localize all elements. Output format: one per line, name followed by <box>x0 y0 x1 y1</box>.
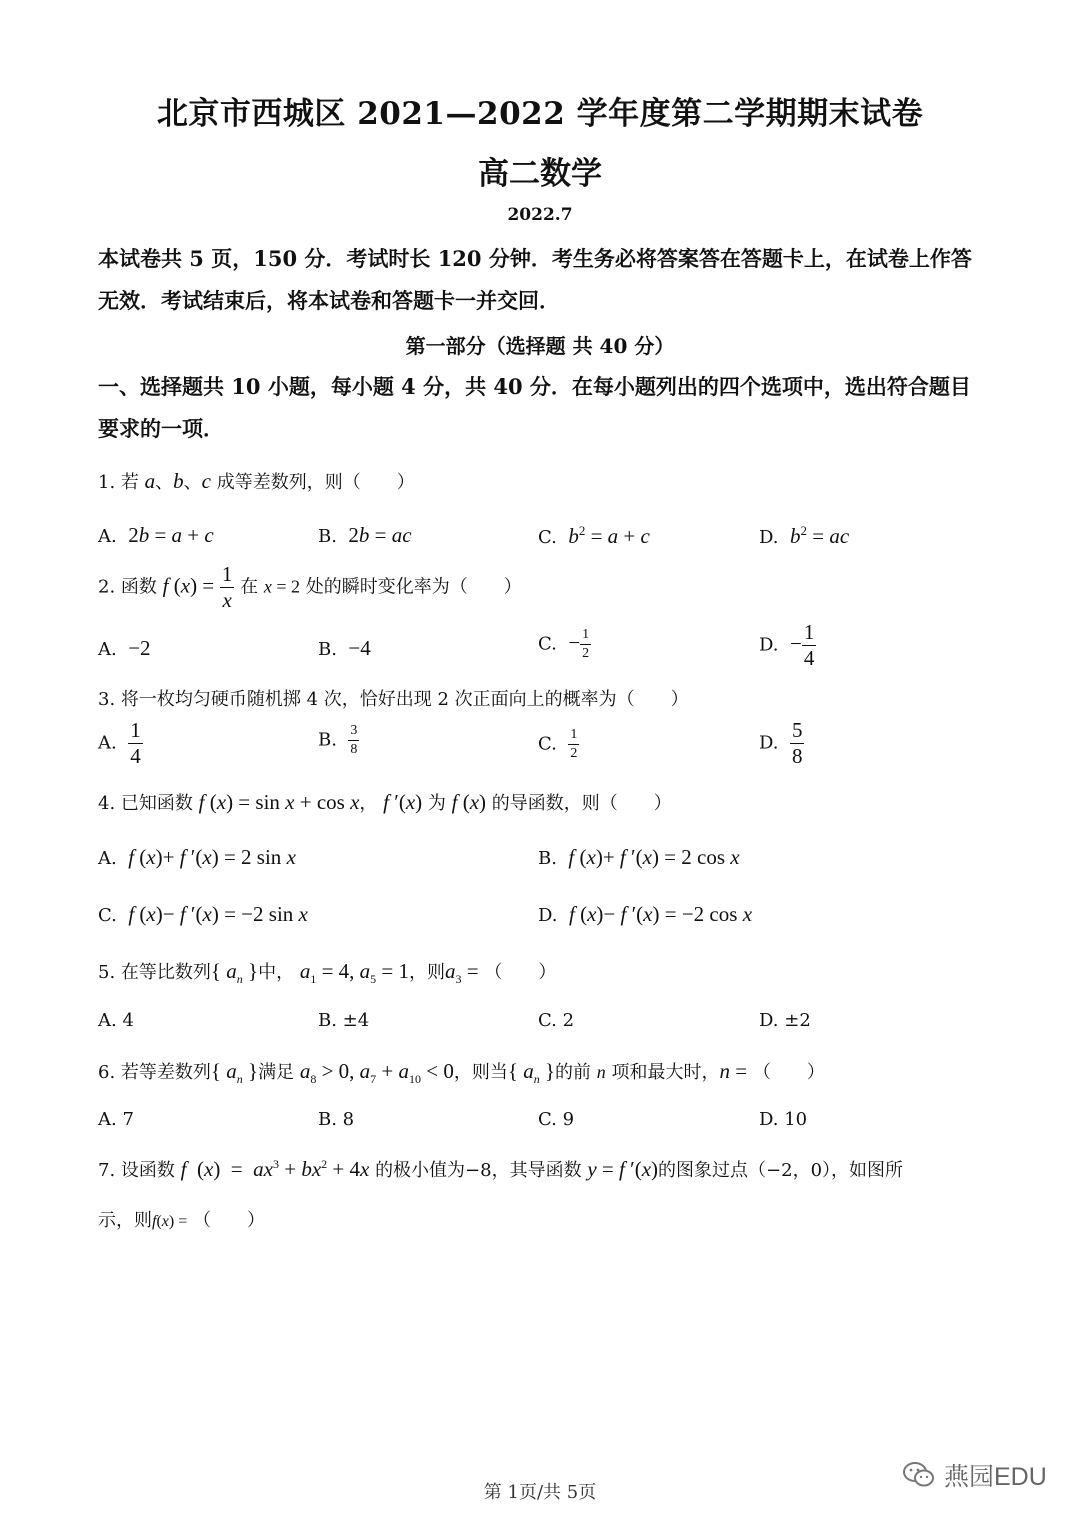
wechat-icon <box>902 1460 936 1490</box>
section-heading: 一、选择题共 10 小题，每小题 4 分，共 40 分．在每小题列出的四个选项中，选出符合题目要求的一项． <box>98 374 971 441</box>
question-6-option-d: D. 10 <box>759 1109 808 1130</box>
question-4-option-b: B. f (x)+ f ′(x) = 2 cos x <box>538 845 740 869</box>
question-5-option-b: B. ±4 <box>318 1010 370 1031</box>
watermark <box>902 1457 1047 1493</box>
watermark-text: 燕园EDU <box>944 1463 1047 1491</box>
question-1-option-b: B. 2b = ac <box>318 523 412 547</box>
question-3-option-c: C. $\frac{1}{2}$ <box>538 727 578 761</box>
question-3: 3. 将一枚均匀硬币随机掷 4 次，恰好出现 2 次正面向上的概率为（ ） <box>98 689 689 710</box>
part-heading: 第一部分（选择题 共 40 分） <box>405 334 675 358</box>
question-3-option-d: D. $\frac{5}{8}$ <box>759 718 803 768</box>
question-4-option-c: C. f (x)− f ′(x) = −2 sin x <box>98 902 308 926</box>
question-6-option-a: A. 7 <box>98 1109 134 1130</box>
question-5-option-c: C. 2 <box>538 1010 575 1031</box>
question-2-option-d: D. − $\frac{1}{4}$ <box>759 620 815 670</box>
question-5-option-a: A. 4 <box>98 1010 134 1031</box>
question-2-option-c: C. − $\frac{1}{2}$ <box>538 627 590 661</box>
exam-title: 北京市西城区 2021—2022 学年度第二学期期末试卷 <box>156 96 924 132</box>
page-footer: 第 1页/共 5页 <box>483 1482 597 1503</box>
question-5: 5. 在等比数列{ $a_n$ }中， $a_1 = 4$, $a_5 = 1$，则$a_3$ = （ ） <box>98 959 557 987</box>
question-4-option-a: A. f (x)+ f ′(x) = 2 sin x <box>98 845 296 869</box>
question-2: 2. 函数 f (x) = $\frac{1}{x}$ 在 x = 2 处的瞬时变化率为（ ） <box>98 562 522 612</box>
question-1-option-c: C. $b^2 = a + c$ <box>538 523 650 548</box>
question-1: 1. 若 a、b、c 成等差数列，则（ ） <box>98 469 415 493</box>
question-6-option-b: B. 8 <box>318 1109 355 1130</box>
question-6-option-c: C. 9 <box>538 1109 575 1130</box>
exam-date: 2022.7 <box>507 205 573 225</box>
question-5-option-d: D. ±2 <box>759 1010 811 1031</box>
question-4: 4. 已知函数 f (x) = sin x + cos x， f ′(x) 为 f (x) 的导函数，则（ ） <box>98 790 672 814</box>
question-7-line-2: 示，则f(x) = （ ） <box>98 1210 265 1231</box>
question-3-option-b: B. $\frac{3}{8}$ <box>318 723 358 757</box>
question-2-option-a: A. −2 <box>98 636 151 660</box>
question-2-option-b: B. −4 <box>318 636 371 660</box>
question-6: 6. 若等差数列{ $a_n$ }满足 $a_8 > 0$, $a_7 + a_{10} < 0$，则当{ $a_n$ }的前 n 项和最大时，n = （ ） <box>98 1059 825 1087</box>
question-3-option-a: A. $\frac{1}{4}$ <box>98 718 141 768</box>
question-1-option-d: D. $b^2$ = ac <box>759 523 850 548</box>
question-1-option-a: A. 2b = a + c <box>98 523 214 547</box>
question-4-option-d: D. f (x)− f ′(x) = −2 cos x <box>538 902 753 926</box>
question-7: 7. 设函数 f $(x) = ax^3 + bx^2 + 4x$ 的极小值为−8，其导函数 y = f ′(x)的图象过点（−2，0），如图所 <box>98 1157 904 1181</box>
exam-subject: 高二数学 <box>478 156 602 192</box>
exam-instructions: 本试卷共 5 页，150 分．考试时长 120 分钟．考生务必将答案答在答题卡上，在试卷上作答无效．考试结束后，将本试卷和答题卡一并交回． <box>98 246 972 313</box>
